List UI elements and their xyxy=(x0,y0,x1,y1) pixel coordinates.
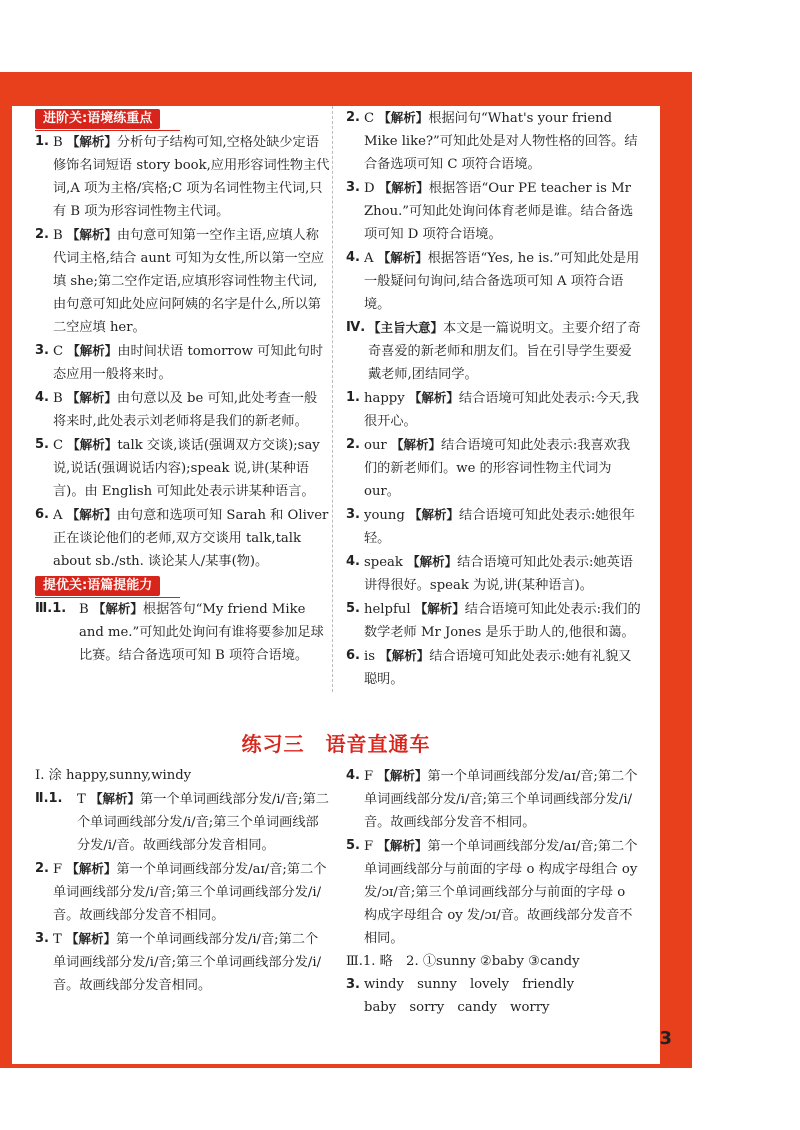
answer-item xyxy=(35,597,330,667)
answer-key: B xyxy=(53,228,67,243)
analysis-text: 根据问句“What's your friend Mike like?”可知此处是对人物性格的回答。结合备选项可知 C 项符合语境。 xyxy=(364,111,638,172)
main-idea-text: 本文是一篇说明文。主要介绍了奇奇喜爱的新老师和朋友们。旨在引导学生要爱戴老师,团结同学。 xyxy=(368,321,641,382)
item-number: 6. xyxy=(346,648,360,663)
analysis-text: 由句意以及 be 可知,此处考查一般将来时,此处表示刘老师将是我们的新老师。 xyxy=(53,391,318,429)
left-column xyxy=(35,106,330,667)
answer-key: C xyxy=(364,111,379,126)
lower-left-column xyxy=(35,764,330,997)
answer-key: F xyxy=(364,839,378,854)
analysis-text: 第一个单词画线部分发/aɪ/音;第二个单词画线部分与前面的字母 o 构成字母组合 oy 发/ɔɪ/音;第三个单词画线部分与前面的字母 o 构成字母组合 oy 发/ɔɪ/音。故画线部分发音不相同。 xyxy=(364,839,638,946)
answer-item xyxy=(346,764,641,834)
answer-key: A xyxy=(364,251,378,266)
item-number: Ⅳ. xyxy=(346,320,366,335)
answer-key: D xyxy=(364,181,379,196)
analysis-text: 根据答语“Our PE teacher is Mr Zhou.”可知此处询问体育老师是谁。结合备选项可知 D 项符合语境。 xyxy=(364,181,634,242)
analysis-tag: 【解析】 xyxy=(409,507,460,522)
item-number: 3. xyxy=(346,507,360,522)
analysis-text: 结合语境可知此处表示:我喜欢我们的新老师们。we 的形容词性物主代词为 our。 xyxy=(364,438,631,499)
item-number: 4. xyxy=(346,554,360,569)
answer-item xyxy=(346,433,641,503)
answer-key: C xyxy=(53,344,68,359)
answer-item xyxy=(35,433,330,503)
answer-item xyxy=(35,857,330,927)
paint-line: Ⅰ. 涂 happy,sunny,windy xyxy=(35,768,192,783)
analysis-tag: 【解析】 xyxy=(407,554,458,569)
analysis-text: 结合语境可知此处表示:我们的数学老师 Mr Jones 是乐于助人的,他很和蔼。 xyxy=(364,602,641,640)
answer-item xyxy=(346,503,641,550)
answer-key: B xyxy=(79,602,93,617)
item-number: 3. xyxy=(35,343,49,358)
item-number: 2. xyxy=(346,110,360,125)
item-number: 4. xyxy=(35,390,49,405)
item-number: 5. xyxy=(346,838,360,853)
analysis-tag: 【解析】 xyxy=(66,507,117,522)
analysis-tag: 【解析】 xyxy=(67,437,118,452)
analysis-text: 第一个单词画线部分发/aɪ/音;第二个单词画线部分发/i/音;第三个单词画线部分发/i/音。故画线部分发音不相同。 xyxy=(53,862,327,923)
analysis-tag: 【解析】 xyxy=(378,110,429,125)
main-idea xyxy=(346,316,641,386)
answer-key: T xyxy=(53,932,66,947)
analysis-tag: 【解析】 xyxy=(66,861,117,876)
word-row-2: baby sorry candy worry xyxy=(364,1000,550,1015)
item-number: 1. xyxy=(35,134,49,149)
analysis-text: 结合语境可知此处表示:她英语讲得很好。speak 为说,讲(某种语言)。 xyxy=(364,555,633,593)
analysis-tag: 【解析】 xyxy=(66,390,117,405)
analysis-text: 结合语境可知此处表示:她有礼貌又聪明。 xyxy=(364,649,632,687)
analysis-text: 由时间状语 tomorrow 可知此句时态应用一般将来时。 xyxy=(53,344,324,382)
answer-line-iii: Ⅲ.1. 略 2. ①sunny ②baby ③candy xyxy=(346,954,580,969)
analysis-text: 根据答语“Yes, he is.”可知此处是用一般疑问句询问,结合备选项可知 A 项符合语境。 xyxy=(364,251,640,312)
answer-item xyxy=(346,106,641,176)
answer-key: helpful xyxy=(364,602,415,617)
item-number: 1. xyxy=(346,390,360,405)
column-divider xyxy=(332,106,333,692)
analysis-tag: 【解析】 xyxy=(377,838,428,853)
analysis-text: 由句意可知第一空作主语,应填人称代词主格,结合 aunt 可知为女性,所以第一空应填 she;第二空作定语,应填形容词性物主代词,由句意可知此处应问阿姨的名字是什么,所以第二空应填 her。 xyxy=(53,228,325,335)
item-number: 4. xyxy=(346,250,360,265)
analysis-tag: 【解析】 xyxy=(90,791,141,806)
answer-item xyxy=(346,176,641,246)
analysis-tag: 【解析】 xyxy=(390,437,441,452)
answer-item xyxy=(346,644,641,691)
item-number: 6. xyxy=(35,507,49,522)
item-number: 2. xyxy=(346,437,360,452)
answer-key: A xyxy=(53,508,67,523)
word-list xyxy=(346,973,641,996)
answer-key: speak xyxy=(364,555,408,570)
section-badge-improve: 提优关:语篇提能力 xyxy=(35,576,160,596)
item-number: 3. xyxy=(35,931,49,946)
section-title: 练习三 语音直通车 xyxy=(241,732,431,756)
analysis-text: 结合语境可知此处表示:她很年轻。 xyxy=(364,508,635,546)
analysis-text: 第一个单词画线部分发/i/音;第二个单词画线部分发/i/音;第三个单词画线部分发/i/音。故画线部分发音相同。 xyxy=(53,932,322,993)
analysis-tag: 【解析】 xyxy=(414,601,465,616)
right-column xyxy=(346,106,641,691)
analysis-tag: 【解析】 xyxy=(408,390,459,405)
main-idea-tag: 【主旨大意】 xyxy=(368,320,444,335)
item-number: 2. xyxy=(35,227,49,242)
item-number: 5. xyxy=(346,601,360,616)
analysis-tag: 【解析】 xyxy=(66,134,117,149)
analysis-text: 根据答句“My friend Mike and me.”可知此处询问有谁将要参加足球比赛。结合备选项可知 B 项符合语境。 xyxy=(79,602,324,663)
answer-item xyxy=(346,386,641,433)
answer-item xyxy=(35,386,330,433)
answer-item xyxy=(35,223,330,339)
analysis-text: 结合语境可知此处表示:今天,我很开心。 xyxy=(364,391,639,429)
answer-key: B xyxy=(53,391,67,406)
analysis-tag: 【解析】 xyxy=(378,180,429,195)
answer-key: F xyxy=(364,769,378,784)
answer-item xyxy=(35,503,330,573)
item-number: Ⅲ.1. xyxy=(35,601,67,616)
analysis-text: 分析句子结构可知,空格处缺少定语修饰名词短语 story book,应用形容词性物主代词,A 项为主格/宾格;C 项为名词性物主代词,只有 B 项为形容词性物主代词。 xyxy=(53,135,330,219)
lower-right-column xyxy=(346,764,641,1019)
analysis-tag: 【解析】 xyxy=(377,768,428,783)
analysis-text: 由句意和选项可知 Sarah 和 Oliver 正在谈论他们的老师,双方交谈用 talk,talk about sb./sth. 谈论某人/某事(物)。 xyxy=(53,508,329,569)
answer-key: our xyxy=(364,438,391,453)
item-number: 5. xyxy=(35,437,49,452)
page-number: 3 xyxy=(659,1028,672,1049)
answer-key: T xyxy=(77,792,90,807)
analysis-tag: 【解析】 xyxy=(67,343,118,358)
analysis-tag: 【解析】 xyxy=(66,227,117,242)
answer-item xyxy=(346,550,641,597)
analysis-tag: 【解析】 xyxy=(92,601,143,616)
answer-key: young xyxy=(364,508,410,523)
analysis-text: 第一个单词画线部分发/i/音;第二个单词画线部分发/i/音;第三个单词画线部分发/i/音。故画线部分发音相同。 xyxy=(77,792,329,853)
answer-key: C xyxy=(53,438,68,453)
answer-item xyxy=(35,339,330,386)
item-number: 2. xyxy=(35,861,49,876)
analysis-tag: 【解析】 xyxy=(377,250,428,265)
answer-item xyxy=(346,246,641,316)
answer-key: is xyxy=(364,649,380,664)
answer-key: happy xyxy=(364,391,409,406)
item-number: 3. xyxy=(346,977,360,992)
analysis-tag: 【解析】 xyxy=(66,931,117,946)
answer-item xyxy=(346,834,641,950)
item-number: Ⅱ.1. xyxy=(35,791,63,806)
answer-item xyxy=(35,130,330,223)
answer-item xyxy=(35,787,330,857)
section-badge-advanced: 进阶关:语境练重点 xyxy=(35,109,160,129)
analysis-text: talk 交谈,谈话(强调双方交谈);say 说,说话(强调说话内容);speak 说,讲(某种语言)。由 English 可知此处表示讲某种语言。 xyxy=(53,438,320,499)
answer-sheet xyxy=(12,106,672,1064)
analysis-text: 第一个单词画线部分发/aɪ/音;第二个单词画线部分发/i/音;第三个单词画线部分发/i/音。故画线部分发音不相同。 xyxy=(364,769,638,830)
answer-key: B xyxy=(53,135,67,150)
analysis-tag: 【解析】 xyxy=(379,648,430,663)
item-number: 3. xyxy=(346,180,360,195)
item-number: 4. xyxy=(346,768,360,783)
word-row-1: windy sunny lovely friendly xyxy=(364,977,575,992)
page-border xyxy=(0,72,692,1068)
answer-item xyxy=(35,927,330,997)
answer-key: F xyxy=(53,862,67,877)
answer-item xyxy=(346,597,641,644)
